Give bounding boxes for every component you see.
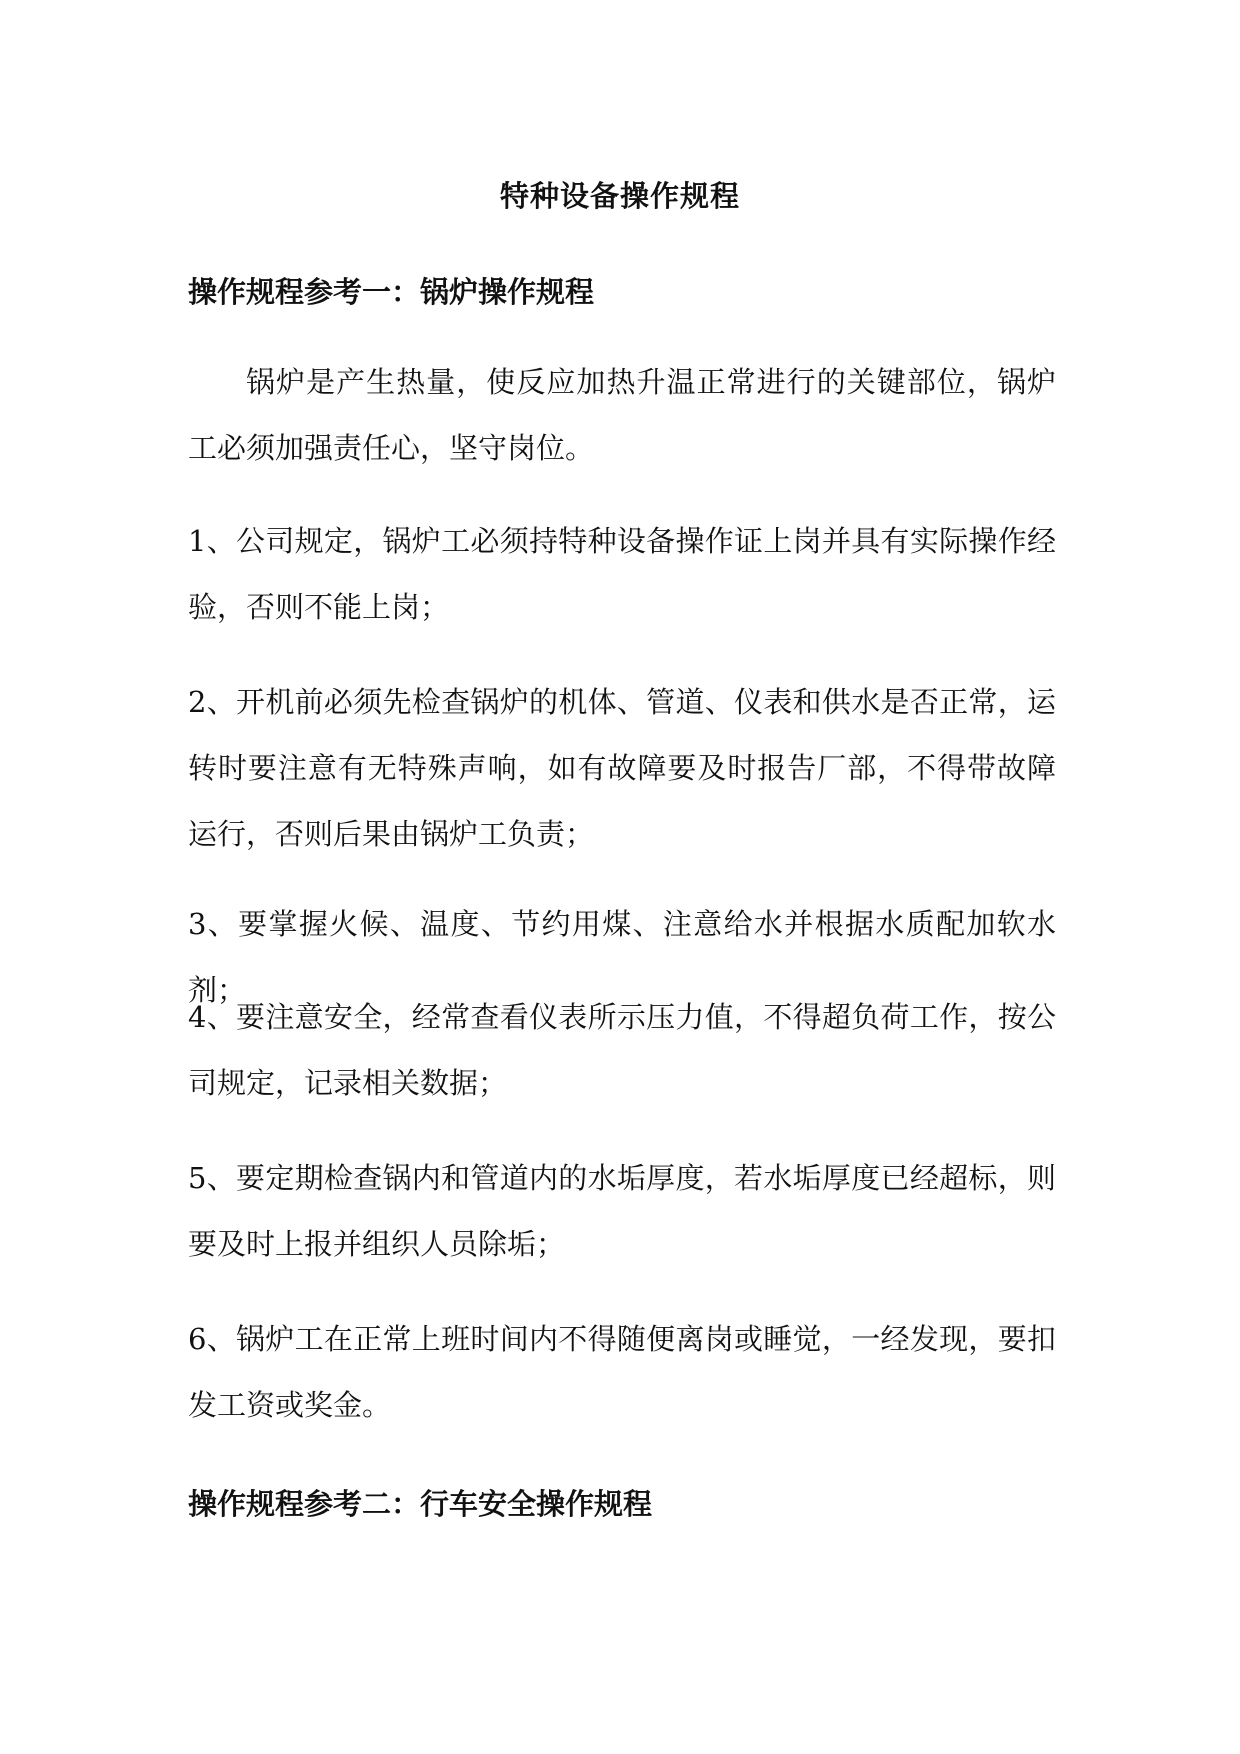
list-item-4: 4、要注意安全，经常查看仪表所示压力值，不得超负荷工作，按公司规定，记录相关数据；: [188, 1000, 1056, 1100]
section-heading-1: 操作规程参考一：锅炉操作规程: [188, 275, 595, 309]
list-item-6: 6、锅炉工在正常上班时间内不得随便离岗或睡觉，一经发现，要扣发工资或奖金。: [188, 1322, 1056, 1422]
list-item-2: 2、开机前必须先检查锅炉的机体、管道、仪表和供水是否正常，运转时要注意有无特殊声响，如有故障要及时报告厂部，不得带故障运行，否则后果由锅炉工负责；: [188, 685, 1056, 851]
section-heading-2: 操作规程参考二：行车安全操作规程: [188, 1487, 653, 1521]
list-item-5: 5、要定期检查锅内和管道内的水垢厚度，若水垢厚度已经超标，则要及时上报并组织人员除垢；: [188, 1161, 1056, 1261]
list-item-3: 3、要掌握火候、温度、节约用煤、注意给水并根据水质配加软水剂；: [188, 907, 1056, 1007]
document-title: 特种设备操作规程: [499, 179, 740, 213]
list-item-1: 1、公司规定，锅炉工必须持特种设备操作证上岗并具有实际操作经验，否则不能上岗；: [188, 524, 1056, 624]
section1-intro-paragraph: 锅炉是产生热量，使反应加热升温正常进行的关键部位，锅炉工必须加强责任心，坚守岗位。: [188, 365, 1056, 465]
